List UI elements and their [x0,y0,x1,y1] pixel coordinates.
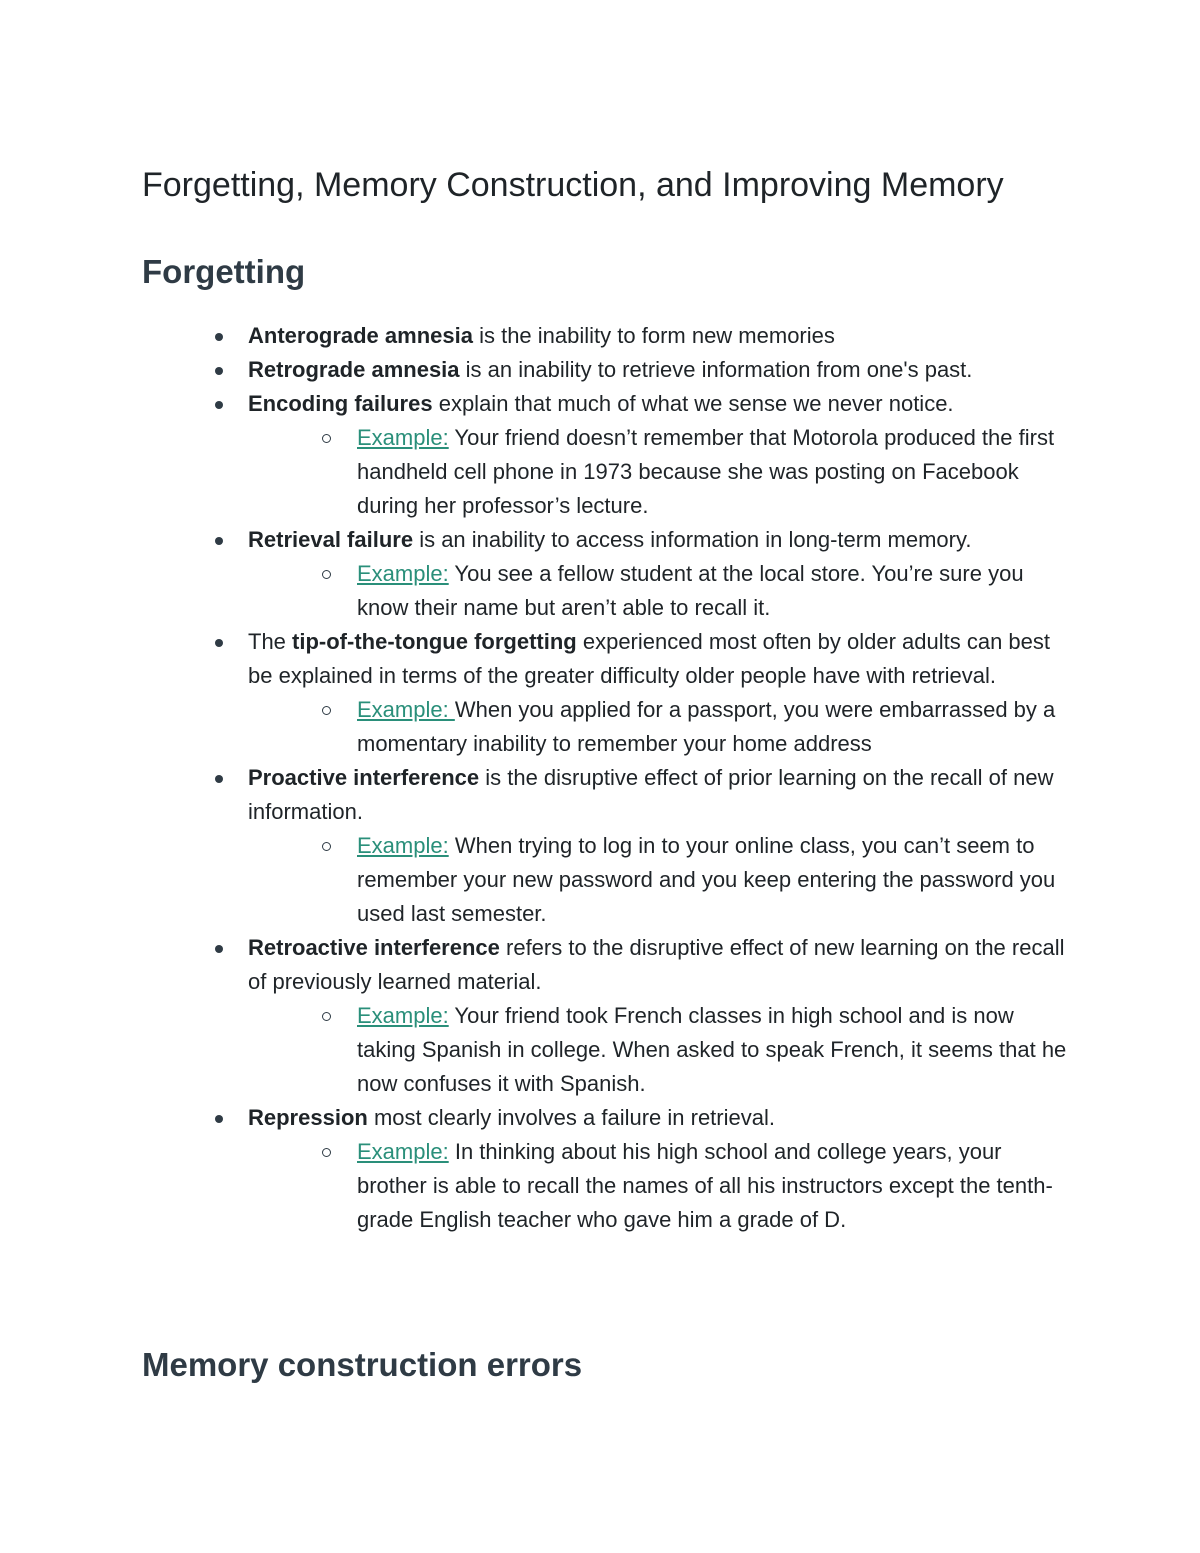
example-link[interactable]: Example: [357,561,449,586]
example-item [0,1135,1067,1237]
hollow-bullet-icon [322,434,331,443]
hollow-bullet-icon [322,842,331,851]
term-definition: is the disruptive effect of prior learning on the recall of new information. [248,765,1054,824]
term-definition: most clearly involves a failure in retrieval. [367,1105,775,1130]
section-heading-forgetting: Forgetting [142,253,306,290]
example-item [0,999,1067,1101]
list-item [0,319,1068,353]
term-definition: is an inability to access information in long-term memory. [413,527,972,552]
forgetting-bullet-list [0,319,1200,1237]
example-item [0,421,1067,523]
bullet-icon [215,367,223,375]
term: Retrograde amnesia [248,357,460,382]
bullet-icon [215,537,223,545]
example-text: You see a fellow student at the local store. You’re sure you know their name but aren’t able to recall it. [357,561,1024,620]
example-link[interactable]: Example: [357,697,455,722]
example-link[interactable]: Example: [357,1003,449,1028]
hollow-bullet-icon [322,570,331,579]
document-title: Forgetting, Memory Construction, and Improving Memory [142,166,1004,204]
bullet-icon [215,775,223,783]
bullet-icon [215,945,223,953]
bullet-icon [215,1115,223,1123]
term-definition: experienced most often by older adults can best be explained in terms of the greater difficulty older people have with retrieval. [248,629,1051,688]
example-link[interactable]: Example: [357,833,449,858]
example-text: When trying to log in to your online class, you can’t seem to remember your new password and you keep entering the password you used last semester. [357,833,1056,926]
section-heading-memory-construction-errors: Memory construction errors [142,1346,583,1383]
item-prefix: The [248,629,293,654]
bullet-icon [215,401,223,409]
term: Anterograde amnesia [248,323,473,348]
example-text: When you applied for a passport, you were embarrassed by a momentary inability to remember your home address [357,697,1056,756]
bullet-icon [215,333,223,341]
example-link[interactable]: Example: [357,1139,449,1164]
example-text: Your friend took French classes in high school and is now taking Spanish in college. When asked to speak French, it seems that he now confuses it with Spanish. [357,1003,1067,1096]
example-link[interactable]: Example: [357,425,449,450]
term: tip-of-the-tongue forgetting [292,629,577,654]
list-item [0,353,1068,387]
example-text: In thinking about his high school and college years, your brother is able to recall the names of all his instructors except the tenth-grade English teacher who gave him a grade of D. [357,1139,1053,1232]
hollow-bullet-icon [322,706,331,715]
list-item [0,625,1068,693]
term-definition: refers to the disruptive effect of new learning on the recall of previously learned material. [248,935,1065,994]
term: Repression [248,1105,368,1130]
term: Retroactive interference [248,935,500,960]
list-item [0,387,1068,421]
example-item [0,557,1067,625]
list-item [0,931,1068,999]
term-definition: explain that much of what we sense we never notice. [432,391,954,416]
example-text: Your friend doesn’t remember that Motorola produced the first handheld cell phone in 1973 because she was posting on Facebook during her professor’s lecture. [357,425,1055,518]
hollow-bullet-icon [322,1012,331,1021]
term: Retrieval failure [248,527,414,552]
example-item [0,829,1067,931]
term-definition: is the inability to form new memories [472,323,835,348]
term: Proactive interference [248,765,480,790]
list-item [0,523,1068,557]
list-item [0,1101,1068,1135]
hollow-bullet-icon [322,1148,331,1157]
term: Encoding failures [248,391,433,416]
example-item [0,693,1067,761]
bullet-icon [215,639,223,647]
list-item [0,761,1068,829]
term-definition: is an inability to retrieve information from one's past. [459,357,973,382]
